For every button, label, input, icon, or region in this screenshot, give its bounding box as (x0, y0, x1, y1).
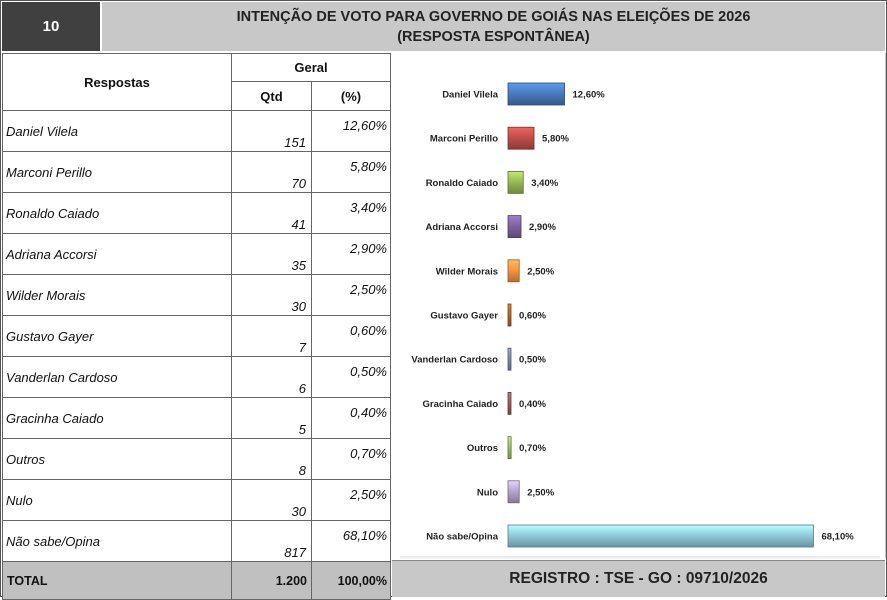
page-title (102, 2, 885, 51)
table-row (3, 234, 391, 275)
data-label: 68,10% (821, 531, 854, 543)
row-pct: 3,40% (312, 193, 391, 234)
table-row (3, 439, 391, 480)
data-label: 2,90% (529, 222, 556, 234)
data-label: 2,50% (527, 487, 555, 499)
table-row (3, 480, 391, 521)
row-name: Gracinha Caiado (3, 398, 232, 439)
bar-chart (392, 53, 885, 558)
title-line-2: (RESPOSTA ESPONTÂNEA) (397, 29, 590, 45)
category-label: Não sabe/Opina (426, 531, 498, 543)
row-pct: 5,80% (312, 152, 391, 193)
total-row (3, 562, 391, 600)
bar (508, 83, 565, 105)
category-label: Outros (466, 443, 498, 455)
bar (508, 437, 511, 459)
bar (508, 216, 521, 238)
data-label: 0,70% (519, 443, 547, 455)
row-qtd: 41 (232, 193, 312, 234)
row-pct: 12,60% (312, 111, 391, 152)
row-qtd: 817 (232, 521, 312, 562)
row-pct: 0,70% (312, 439, 391, 480)
row-qtd: 35 (232, 234, 312, 275)
bar (508, 171, 523, 193)
table-row (3, 275, 391, 316)
row-pct: 68,10% (312, 521, 391, 562)
row-name: Adriana Accorsi (3, 234, 232, 275)
chart-number-badge (2, 2, 100, 51)
chart-area (392, 53, 886, 558)
category-label: Marconi Perillo (429, 133, 498, 145)
row-name: Gustavo Gayer (3, 316, 232, 357)
table-row (3, 398, 391, 439)
table-row (3, 152, 391, 193)
bar (508, 481, 519, 503)
row-name: Marconi Perillo (3, 152, 232, 193)
category-label: Adriana Accorsi (425, 222, 498, 234)
bar (508, 392, 511, 414)
row-pct: 0,60% (312, 316, 391, 357)
header-respostas: Respostas (3, 54, 232, 111)
row-name: Nulo (3, 480, 232, 521)
row-qtd: 70 (232, 152, 312, 193)
row-name: Outros (3, 439, 232, 480)
row-qtd: 30 (232, 275, 312, 316)
bar (508, 260, 519, 282)
row-pct: 2,90% (312, 234, 391, 275)
row-pct: 0,50% (312, 357, 391, 398)
category-label: Gracinha Caiado (422, 398, 498, 410)
total-pct: 100,00% (312, 562, 391, 600)
bar (508, 348, 511, 370)
data-label: 0,50% (519, 354, 546, 366)
data-label: 3,40% (531, 177, 559, 189)
row-name: Vanderlan Cardoso (3, 357, 232, 398)
row-qtd: 30 (232, 480, 312, 521)
bar (508, 127, 534, 149)
category-label: Nulo (476, 487, 498, 499)
category-label: Wilder Morais (435, 266, 498, 278)
row-name: Não sabe/Opina (3, 521, 232, 562)
data-label: 0,40% (519, 398, 546, 410)
total-qtd: 1.200 (232, 562, 312, 600)
row-name: Ronaldo Caiado (3, 193, 232, 234)
row-qtd: 6 (232, 357, 312, 398)
data-label: 0,60% (519, 310, 546, 322)
row-qtd: 7 (232, 316, 312, 357)
data-label: 2,50% (527, 266, 555, 278)
row-qtd: 8 (232, 439, 312, 480)
table-row (3, 193, 391, 234)
row-qtd: 151 (232, 111, 312, 152)
bar (508, 304, 511, 326)
data-label: 5,80% (542, 133, 569, 145)
table-row (3, 521, 391, 562)
registro-footer (392, 560, 885, 597)
header-qtd: Qtd (232, 82, 312, 111)
row-name: Daniel Vilela (3, 111, 232, 152)
table-row (3, 357, 391, 398)
row-qtd: 5 (232, 398, 312, 439)
results-table (2, 53, 391, 600)
category-label: Ronaldo Caiado (425, 177, 498, 189)
category-label: Gustavo Gayer (430, 310, 498, 322)
bar (508, 525, 813, 547)
row-pct: 0,40% (312, 398, 391, 439)
category-label: Vanderlan Cardoso (411, 354, 498, 366)
table-row (3, 316, 391, 357)
registro-text: REGISTRO : TSE - GO : 09710/2026 (509, 570, 768, 587)
row-pct: 2,50% (312, 275, 391, 316)
total-label: TOTAL (3, 562, 232, 600)
header-geral: Geral (232, 54, 391, 82)
row-name: Wilder Morais (3, 275, 232, 316)
header-pct: (%) (312, 82, 391, 111)
row-pct: 2,50% (312, 480, 391, 521)
category-label: Daniel Vilela (442, 89, 498, 101)
table-row (3, 111, 391, 152)
chart-number: 10 (42, 18, 60, 35)
data-label: 12,60% (572, 89, 605, 101)
title-line-1: INTENÇÃO DE VOTO PARA GOVERNO DE GOIÁS NAS ELEIÇÕES DE 2026 (236, 9, 751, 25)
